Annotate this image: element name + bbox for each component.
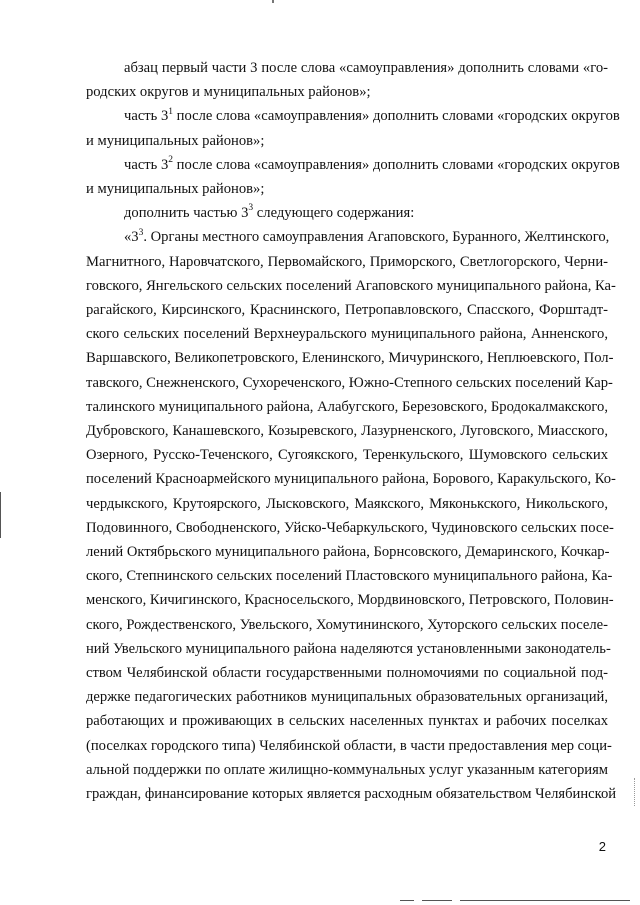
text-line: дополнить частью $3^3$ следующего содержания: <box>124 203 415 222</box>
text-line: и муниципальных районов»; <box>86 181 265 198</box>
scan-mark-left <box>0 492 1 538</box>
page-number: 2 <box>598 839 606 854</box>
text-line: родских округов и муниципальных районов»; <box>86 84 371 101</box>
text-line: Дубровского, Канашевского, Козыревского, Лазурненского, Луговского, Миасского, <box>86 423 608 440</box>
text-line: часть $3^2$ после слова «самоуправления» дополнить словами «городских округов <box>124 154 620 173</box>
text-line: лений Октябрьского муниципального района, Борнсовского, Демаринского, Кочкар- <box>86 544 610 561</box>
scan-mark-top <box>272 0 274 3</box>
text-line: говского, Янгельского сельских поселений Агаповского муниципального района, Ка- <box>86 277 616 294</box>
text-line: поселений Красноармейского муниципального района, Борового, Каракульского, Ко- <box>86 471 616 488</box>
document-body <box>86 56 620 806</box>
text-line: рагайского, Кирсинского, Краснинского, Петропавловского, Спасского, Форштадт- <box>86 302 608 319</box>
text-line: Подовинного, Свободненского, Уйско-Чебаркульского, Чудиновского сельских посе- <box>86 519 614 536</box>
text-line: ского, Степнинского сельских поселений Пластовского муниципального района, Ка- <box>86 568 613 585</box>
text-line: ний Увельского муниципального района наделяются установленными законодатель- <box>86 640 611 657</box>
paragraph <box>86 56 608 104</box>
paragraph <box>86 153 620 201</box>
text-line: держке педагогических работников муниципальных образовательных организаций, <box>86 689 608 706</box>
text-line: и муниципальных районов»; <box>86 132 265 149</box>
text-line: талинского муниципального района, Алабугского, Березовского, Бродокалмакского, <box>86 398 608 415</box>
text-line: менского, Кичигинского, Красносельского, Мордвиновского, Петровского, Половин- <box>86 592 614 609</box>
text-line: работающих и проживающих в сельских населенных пунктах и рабочих поселках <box>86 713 608 730</box>
text-line: ского сельских поселений Верхнеуральского муниципального района, Анненского, <box>86 326 608 343</box>
text-line: альной поддержки по оплате жилищно-коммунальных услуг указанным категориям <box>86 761 609 778</box>
paragraph <box>86 225 617 806</box>
text-line: ством Челябинской области государственными полномочиями по социальной под- <box>86 665 608 682</box>
text-line: граждан, финансирование которых является расходным обязательством Челябинской <box>86 786 617 803</box>
text-line: Озерного, Русско-Теченского, Сугоякского, Теренкульского, Шумовского сельских <box>86 447 608 464</box>
scan-mark-right <box>634 778 636 806</box>
text-line: тавского, Снежненского, Сухореченского, Южно-Степного сельских поселений Кар- <box>86 374 613 391</box>
paragraph <box>86 104 620 152</box>
text-line: Магнитного, Наровчатского, Первомайского, Приморского, Светлогорского, Черни- <box>86 253 608 270</box>
text-line: абзац первый части 3 после слова «самоуправления» дополнить словами «го- <box>124 60 608 76</box>
text-line: чердыкского, Крутоярского, Лысковского, Маякского, Мяконькского, Никольского, <box>86 495 608 512</box>
text-line: Варшавского, Великопетровского, Еленинского, Мичуринского, Неплюевского, Пол- <box>86 350 614 367</box>
superscript: 1 <box>168 106 174 117</box>
text-line: (поселках городского типа) Челябинской области, в части предоставления мер соци- <box>86 737 612 754</box>
superscript: 2 <box>168 154 174 165</box>
text-line: «$3^3$. Органы местного самоуправления Агаповского, Буранного, Желтинского, <box>124 227 610 246</box>
paragraph <box>86 201 608 225</box>
text-line: часть $3^1$ после слова «самоуправления» дополнить словами «городских округов <box>124 106 620 125</box>
superscript: 3 <box>248 203 254 214</box>
scan-mark-bottom <box>400 900 630 902</box>
superscript: 3 <box>138 227 144 238</box>
text-line: ского, Рождественского, Увельского, Хомутининского, Хуторского сельских поселе- <box>86 616 608 633</box>
